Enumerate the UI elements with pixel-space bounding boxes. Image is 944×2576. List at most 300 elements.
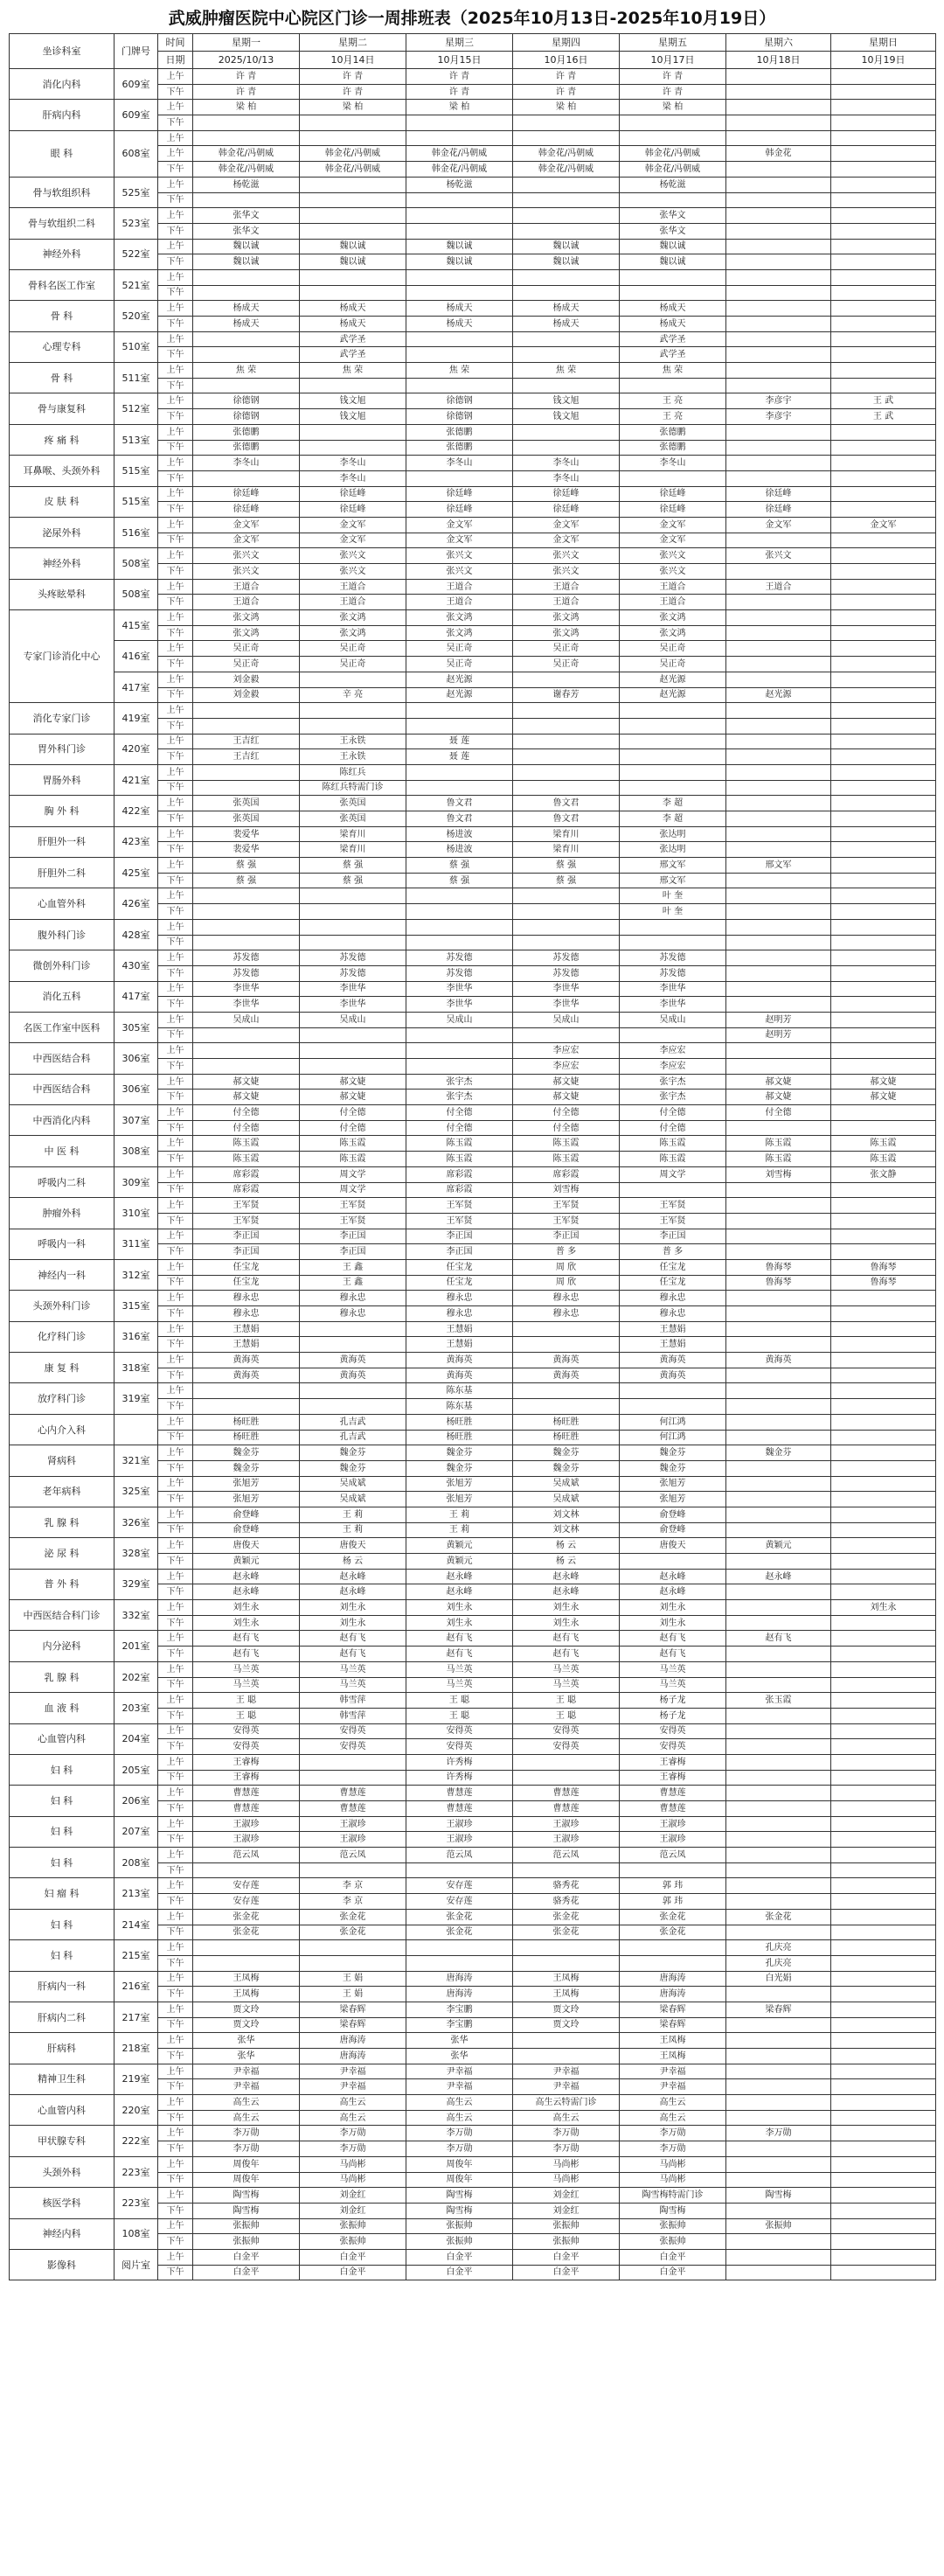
doctor-cell bbox=[726, 1522, 831, 1538]
department-cell: 肝病科 bbox=[10, 2033, 115, 2064]
doctor-cell bbox=[300, 1955, 406, 1971]
doctor-cell: 陈玉霞 bbox=[620, 1152, 726, 1167]
doctor-cell: 杨旺胜 bbox=[513, 1430, 620, 1445]
doctor-cell: 唐俊天 bbox=[620, 1538, 726, 1554]
doctor-cell: 王军贤 bbox=[300, 1198, 406, 1214]
doctor-cell: 王慧娟 bbox=[406, 1337, 513, 1353]
doctor-cell: 刘文林 bbox=[513, 1522, 620, 1538]
doctor-cell bbox=[620, 935, 726, 950]
doctor-cell: 蔡 强 bbox=[193, 858, 300, 874]
department-cell: 肝病内一科 bbox=[10, 1971, 115, 2002]
doctor-cell bbox=[831, 796, 936, 811]
doctor-cell bbox=[831, 1708, 936, 1723]
doctor-cell bbox=[831, 1816, 936, 1832]
department-cell: 心血管内科 bbox=[10, 2095, 115, 2126]
doctor-cell: 张振帅 bbox=[620, 2234, 726, 2250]
doctor-cell: 曹慧莲 bbox=[406, 1786, 513, 1801]
doctor-cell bbox=[831, 687, 936, 703]
table-row bbox=[10, 1321, 936, 1337]
doctor-cell: 王 聪 bbox=[193, 1693, 300, 1709]
time-cell: 上午 bbox=[158, 1569, 193, 1584]
doctor-cell bbox=[831, 1693, 936, 1709]
doctor-cell: 梁育川 bbox=[300, 826, 406, 842]
doctor-cell bbox=[831, 1754, 936, 1770]
time-cell: 上午 bbox=[158, 1723, 193, 1739]
doctor-cell: 张华文 bbox=[193, 208, 300, 224]
doctor-cell: 王凤梅 bbox=[193, 1971, 300, 1987]
time-cell: 上午 bbox=[158, 734, 193, 749]
department-cell: 胃肠外科 bbox=[10, 764, 115, 795]
room-cell: 511室 bbox=[115, 363, 158, 393]
page-title: 武威肿瘤医院中心院区门诊一周排班表（2025年10月13日-2025年10月19日） bbox=[168, 8, 776, 28]
department-cell: 中西医结合科门诊 bbox=[10, 1600, 115, 1631]
doctor-cell bbox=[726, 239, 831, 254]
doctor-cell bbox=[726, 2203, 831, 2218]
doctor-cell: 张振帅 bbox=[406, 2234, 513, 2250]
department-cell: 中西医结合科 bbox=[10, 1074, 115, 1104]
doctor-cell bbox=[406, 192, 513, 208]
doctor-cell bbox=[726, 904, 831, 920]
doctor-cell bbox=[513, 115, 620, 131]
doctor-cell bbox=[831, 2033, 936, 2049]
doctor-cell: 尹幸福 bbox=[300, 2079, 406, 2095]
header-weekday: 星期四 bbox=[513, 34, 620, 52]
doctor-cell bbox=[726, 1925, 831, 1940]
doctor-cell: 杨成天 bbox=[620, 317, 726, 332]
doctor-cell: 何江鸿 bbox=[620, 1414, 726, 1430]
doctor-cell: 张文鸿 bbox=[193, 625, 300, 641]
doctor-cell bbox=[831, 1584, 936, 1600]
doctor-cell: 刘金红 bbox=[513, 2188, 620, 2204]
doctor-cell: 孔庆亮 bbox=[726, 1955, 831, 1971]
doctor-cell bbox=[406, 780, 513, 796]
doctor-cell: 赵有飞 bbox=[620, 1647, 726, 1662]
doctor-cell: 杨成天 bbox=[513, 301, 620, 317]
department-cell: 神经外科 bbox=[10, 548, 115, 579]
doctor-cell bbox=[831, 625, 936, 641]
doctor-cell: 辛 亮 bbox=[300, 687, 406, 703]
doctor-cell: 魏以诚 bbox=[406, 254, 513, 270]
table-row bbox=[10, 208, 936, 224]
room-cell: 214室 bbox=[115, 1909, 158, 1939]
doctor-cell bbox=[193, 115, 300, 131]
doctor-cell: 徐廷峰 bbox=[620, 486, 726, 502]
doctor-cell: 张宇杰 bbox=[406, 1074, 513, 1090]
doctor-cell bbox=[513, 2033, 620, 2049]
doctor-cell bbox=[831, 1940, 936, 1956]
doctor-cell: 赵有飞 bbox=[300, 1647, 406, 1662]
doctor-cell bbox=[726, 2265, 831, 2280]
doctor-cell: 王慧娟 bbox=[406, 1321, 513, 1337]
doctor-cell: 唐海涛 bbox=[620, 1987, 726, 2002]
doctor-cell: 焦 荣 bbox=[513, 363, 620, 379]
doctor-cell bbox=[513, 1399, 620, 1415]
time-cell: 下午 bbox=[158, 657, 193, 672]
doctor-cell: 贾文玲 bbox=[513, 2017, 620, 2033]
doctor-cell bbox=[831, 579, 936, 595]
doctor-cell: 曹慧莲 bbox=[620, 1801, 726, 1817]
time-cell: 下午 bbox=[158, 502, 193, 518]
doctor-cell bbox=[831, 1955, 936, 1971]
doctor-cell: 刘生永 bbox=[300, 1600, 406, 1616]
doctor-cell: 普 多 bbox=[513, 1244, 620, 1260]
doctor-cell: 金文军 bbox=[513, 533, 620, 548]
time-cell: 下午 bbox=[158, 1584, 193, 1600]
doctor-cell bbox=[620, 749, 726, 765]
time-cell: 上午 bbox=[158, 486, 193, 502]
time-cell: 上午 bbox=[158, 1940, 193, 1956]
doctor-cell: 徐德钢 bbox=[406, 393, 513, 409]
doctor-cell: 周 欣 bbox=[513, 1259, 620, 1275]
doctor-cell bbox=[831, 1832, 936, 1848]
doctor-cell: 金文军 bbox=[193, 517, 300, 533]
doctor-cell: 金文军 bbox=[831, 517, 936, 533]
doctor-cell: 许 青 bbox=[300, 69, 406, 85]
doctor-cell: 韩金花 bbox=[726, 146, 831, 162]
doctor-cell: 骆秀花 bbox=[513, 1894, 620, 1910]
header-date: 10月19日 bbox=[831, 52, 936, 69]
room-cell: 525室 bbox=[115, 177, 158, 207]
doctor-cell: 周 欣 bbox=[513, 1275, 620, 1291]
doctor-cell bbox=[726, 1786, 831, 1801]
doctor-cell: 杨子龙 bbox=[620, 1708, 726, 1723]
table-row bbox=[10, 1909, 936, 1925]
table-row bbox=[10, 1476, 936, 1492]
doctor-cell bbox=[513, 904, 620, 920]
doctor-cell bbox=[300, 1399, 406, 1415]
table-row bbox=[10, 1600, 936, 1616]
room-cell: 216室 bbox=[115, 1971, 158, 2002]
doctor-cell: 张兴文 bbox=[513, 564, 620, 580]
doctor-cell: 曹慧莲 bbox=[193, 1786, 300, 1801]
doctor-cell: 金文军 bbox=[300, 533, 406, 548]
doctor-cell bbox=[726, 1816, 831, 1832]
doctor-cell: 焦 荣 bbox=[193, 363, 300, 379]
doctor-cell: 杨乾滋 bbox=[406, 177, 513, 192]
doctor-cell: 赵明芳 bbox=[726, 1027, 831, 1043]
doctor-cell bbox=[513, 223, 620, 239]
doctor-cell bbox=[300, 935, 406, 950]
room-cell: 609室 bbox=[115, 69, 158, 100]
doctor-cell: 唐海涛 bbox=[300, 2033, 406, 2049]
doctor-cell bbox=[831, 657, 936, 672]
doctor-cell: 马兰英 bbox=[300, 1677, 406, 1693]
doctor-cell: 梁春辉 bbox=[300, 2017, 406, 2033]
table-row bbox=[10, 1786, 936, 1801]
doctor-cell: 安得英 bbox=[513, 1739, 620, 1755]
doctor-cell bbox=[831, 1925, 936, 1940]
doctor-cell bbox=[406, 378, 513, 393]
doctor-cell: 王慧娟 bbox=[620, 1321, 726, 1337]
doctor-cell bbox=[831, 734, 936, 749]
header-weekday: 星期六 bbox=[726, 34, 831, 52]
doctor-cell: 郝文婕 bbox=[831, 1090, 936, 1105]
doctor-cell: 吴成斌 bbox=[513, 1492, 620, 1507]
header-weekday: 星期三 bbox=[406, 34, 513, 52]
room-cell: 417室 bbox=[115, 672, 158, 702]
time-cell: 下午 bbox=[158, 904, 193, 920]
table-row bbox=[10, 919, 936, 935]
doctor-cell bbox=[831, 1615, 936, 1631]
doctor-cell bbox=[726, 641, 831, 657]
doctor-cell: 周俊年 bbox=[193, 2172, 300, 2188]
doctor-cell bbox=[726, 2017, 831, 2033]
doctor-cell: 魏以诚 bbox=[193, 254, 300, 270]
doctor-cell bbox=[620, 269, 726, 285]
doctor-cell: 张华文 bbox=[193, 223, 300, 239]
doctor-cell: 李世华 bbox=[620, 981, 726, 997]
room-cell: 608室 bbox=[115, 130, 158, 177]
doctor-cell: 蔡 强 bbox=[513, 873, 620, 888]
doctor-cell: 王军贤 bbox=[513, 1198, 620, 1214]
doctor-cell bbox=[831, 2110, 936, 2126]
doctor-cell: 赵有飞 bbox=[193, 1647, 300, 1662]
doctor-cell bbox=[620, 1554, 726, 1570]
doctor-cell: 赵有飞 bbox=[406, 1647, 513, 1662]
table-row bbox=[10, 1105, 936, 1121]
table-row bbox=[10, 1166, 936, 1182]
doctor-cell: 许 青 bbox=[513, 69, 620, 85]
doctor-cell: 魏以诚 bbox=[513, 254, 620, 270]
doctor-cell: 张兴文 bbox=[406, 548, 513, 564]
doctor-cell: 徐廷峰 bbox=[620, 502, 726, 518]
doctor-cell bbox=[193, 1862, 300, 1878]
time-cell: 上午 bbox=[158, 1229, 193, 1244]
doctor-cell: 马尚彬 bbox=[513, 2156, 620, 2172]
doctor-cell: 安得英 bbox=[406, 1723, 513, 1739]
table-row bbox=[10, 1291, 936, 1306]
doctor-cell bbox=[726, 1677, 831, 1693]
doctor-cell: 钱文旭 bbox=[513, 409, 620, 425]
doctor-cell bbox=[300, 672, 406, 687]
doctor-cell: 张华文 bbox=[620, 208, 726, 224]
header-weekday: 星期二 bbox=[300, 34, 406, 52]
doctor-cell: 李世华 bbox=[513, 997, 620, 1013]
doctor-cell: 贾文玲 bbox=[193, 2002, 300, 2017]
doctor-cell bbox=[513, 440, 620, 456]
doctor-cell bbox=[831, 1492, 936, 1507]
doctor-cell: 张兴文 bbox=[300, 548, 406, 564]
doctor-cell: 张振帅 bbox=[513, 2234, 620, 2250]
table-row bbox=[10, 301, 936, 317]
doctor-cell: 徐德钢 bbox=[193, 393, 300, 409]
doctor-cell bbox=[726, 2141, 831, 2157]
doctor-cell: 王道合 bbox=[300, 595, 406, 610]
doctor-cell bbox=[406, 1043, 513, 1059]
doctor-cell: 徐廷峰 bbox=[513, 486, 620, 502]
doctor-cell: 韩金花/冯朝威 bbox=[620, 162, 726, 178]
doctor-cell bbox=[831, 1909, 936, 1925]
doctor-cell bbox=[193, 919, 300, 935]
doctor-cell: 黄海英 bbox=[620, 1368, 726, 1383]
doctor-cell: 郭 玮 bbox=[620, 1878, 726, 1894]
doctor-cell bbox=[726, 1321, 831, 1337]
doctor-cell: 贾文玲 bbox=[513, 2002, 620, 2017]
doctor-cell bbox=[831, 1213, 936, 1229]
doctor-cell: 许 青 bbox=[513, 84, 620, 100]
doctor-cell: 马兰英 bbox=[620, 1661, 726, 1677]
table-row bbox=[10, 1414, 936, 1430]
department-cell: 骨与康复科 bbox=[10, 393, 115, 424]
doctor-cell bbox=[513, 424, 620, 440]
doctor-cell: 安存莲 bbox=[406, 1878, 513, 1894]
doctor-cell: 吴成山 bbox=[406, 1012, 513, 1027]
doctor-cell: 梁春辉 bbox=[620, 2002, 726, 2017]
doctor-cell bbox=[300, 177, 406, 192]
doctor-cell: 何江鸿 bbox=[620, 1430, 726, 1445]
department-cell: 胸 外 科 bbox=[10, 796, 115, 826]
time-cell: 下午 bbox=[158, 115, 193, 131]
doctor-cell: 王军贤 bbox=[406, 1213, 513, 1229]
doctor-cell bbox=[300, 919, 406, 935]
doctor-cell: 穆永忠 bbox=[300, 1291, 406, 1306]
doctor-cell: 王道合 bbox=[513, 579, 620, 595]
doctor-cell bbox=[406, 269, 513, 285]
time-cell: 上午 bbox=[158, 69, 193, 85]
doctor-cell: 付全德 bbox=[726, 1105, 831, 1121]
doctor-cell: 安得英 bbox=[300, 1739, 406, 1755]
doctor-cell bbox=[620, 192, 726, 208]
room-cell: 508室 bbox=[115, 579, 158, 609]
table-row bbox=[10, 1816, 936, 1832]
doctor-cell: 金文军 bbox=[620, 533, 726, 548]
doctor-cell bbox=[193, 1027, 300, 1043]
doctor-cell: 赵光源 bbox=[620, 672, 726, 687]
doctor-cell bbox=[726, 285, 831, 301]
doctor-cell bbox=[300, 1027, 406, 1043]
doctor-cell: 梁 柏 bbox=[193, 100, 300, 115]
time-cell: 上午 bbox=[158, 1074, 193, 1090]
doctor-cell: 安得英 bbox=[300, 1723, 406, 1739]
doctor-cell: 赵永峰 bbox=[406, 1569, 513, 1584]
doctor-cell: 韩雪萍 bbox=[300, 1708, 406, 1723]
doctor-cell: 王军贤 bbox=[193, 1198, 300, 1214]
doctor-cell: 赵有飞 bbox=[513, 1647, 620, 1662]
doctor-cell: 唐海涛 bbox=[620, 1971, 726, 1987]
doctor-cell: 李冬山 bbox=[513, 456, 620, 471]
doctor-cell: 叶 奎 bbox=[620, 904, 726, 920]
doctor-cell bbox=[831, 146, 936, 162]
doctor-cell: 王 娟 bbox=[300, 1987, 406, 2002]
doctor-cell bbox=[831, 2156, 936, 2172]
department-cell: 专家门诊消化中心 bbox=[10, 610, 115, 703]
doctor-cell: 黄颖元 bbox=[406, 1538, 513, 1554]
room-cell: 417室 bbox=[115, 981, 158, 1012]
doctor-cell bbox=[726, 1492, 831, 1507]
doctor-cell: 张兴文 bbox=[513, 548, 620, 564]
doctor-cell: 刘雪梅 bbox=[726, 1166, 831, 1182]
doctor-cell: 王淑珍 bbox=[406, 1816, 513, 1832]
doctor-cell: 白金平 bbox=[406, 2249, 513, 2265]
doctor-cell bbox=[300, 1321, 406, 1337]
doctor-cell bbox=[831, 1182, 936, 1198]
doctor-cell bbox=[726, 780, 831, 796]
room-cell: 422室 bbox=[115, 796, 158, 826]
doctor-cell: 郝文婕 bbox=[513, 1074, 620, 1090]
department-cell: 头疼眩晕科 bbox=[10, 579, 115, 609]
doctor-cell bbox=[193, 935, 300, 950]
time-cell: 上午 bbox=[158, 2126, 193, 2141]
doctor-cell: 赵永峰 bbox=[406, 1584, 513, 1600]
doctor-cell: 陈玉霞 bbox=[300, 1136, 406, 1152]
room-cell: 204室 bbox=[115, 1723, 158, 1754]
doctor-cell bbox=[726, 1306, 831, 1322]
doctor-cell bbox=[726, 826, 831, 842]
doctor-cell: 高生云 bbox=[620, 2110, 726, 2126]
doctor-cell: 王 聪 bbox=[406, 1708, 513, 1723]
doctor-cell bbox=[726, 1600, 831, 1616]
doctor-cell bbox=[726, 254, 831, 270]
doctor-cell bbox=[726, 347, 831, 363]
doctor-cell: 范云凤 bbox=[300, 1848, 406, 1863]
doctor-cell: 杨成天 bbox=[513, 317, 620, 332]
doctor-cell bbox=[831, 2049, 936, 2064]
doctor-cell bbox=[513, 1383, 620, 1399]
doctor-cell: 李正国 bbox=[406, 1229, 513, 1244]
room-cell: 420室 bbox=[115, 734, 158, 764]
doctor-cell: 张英国 bbox=[300, 811, 406, 827]
doctor-cell: 李正国 bbox=[300, 1244, 406, 1260]
doctor-cell: 张德鹏 bbox=[406, 440, 513, 456]
doctor-cell bbox=[193, 347, 300, 363]
doctor-cell: 安得英 bbox=[620, 1723, 726, 1739]
doctor-cell bbox=[831, 1383, 936, 1399]
doctor-cell: 高生云 bbox=[406, 2095, 513, 2111]
room-cell: 312室 bbox=[115, 1259, 158, 1290]
table-row bbox=[10, 1631, 936, 1647]
room-cell: 315室 bbox=[115, 1291, 158, 1321]
doctor-cell: 李彦宇 bbox=[726, 393, 831, 409]
doctor-cell: 吴成山 bbox=[300, 1012, 406, 1027]
time-cell: 上午 bbox=[158, 1600, 193, 1616]
room-cell: 430室 bbox=[115, 950, 158, 981]
doctor-cell: 王睿梅 bbox=[620, 1770, 726, 1786]
doctor-cell: 王 鑫 bbox=[300, 1275, 406, 1291]
doctor-cell bbox=[831, 826, 936, 842]
doctor-cell bbox=[726, 842, 831, 858]
doctor-cell: 刘生永 bbox=[513, 1600, 620, 1616]
department-cell: 中西消化内科 bbox=[10, 1105, 115, 1136]
doctor-cell bbox=[831, 1445, 936, 1461]
doctor-cell: 李冬山 bbox=[513, 470, 620, 486]
doctor-cell: 俞登峰 bbox=[620, 1522, 726, 1538]
doctor-cell bbox=[726, 734, 831, 749]
doctor-cell: 邢文军 bbox=[726, 858, 831, 874]
doctor-cell bbox=[726, 610, 831, 626]
time-cell: 下午 bbox=[158, 2265, 193, 2280]
doctor-cell: 魏以诚 bbox=[406, 239, 513, 254]
time-cell: 上午 bbox=[158, 1166, 193, 1182]
schedule-table bbox=[9, 33, 936, 2280]
doctor-cell bbox=[406, 904, 513, 920]
doctor-cell: 张德鹏 bbox=[406, 424, 513, 440]
doctor-cell bbox=[513, 177, 620, 192]
time-cell: 下午 bbox=[158, 687, 193, 703]
doctor-cell bbox=[726, 1723, 831, 1739]
time-cell: 下午 bbox=[158, 1059, 193, 1075]
doctor-cell: 李应宏 bbox=[620, 1059, 726, 1075]
doctor-cell: 王 莉 bbox=[406, 1507, 513, 1522]
doctor-cell: 王永铁 bbox=[300, 749, 406, 765]
doctor-cell: 杨成天 bbox=[620, 301, 726, 317]
table-row bbox=[10, 579, 936, 595]
doctor-cell bbox=[831, 1291, 936, 1306]
doctor-cell bbox=[831, 935, 936, 950]
doctor-cell: 王军贤 bbox=[620, 1213, 726, 1229]
doctor-cell: 穆永忠 bbox=[193, 1291, 300, 1306]
header-weekday: 星期一 bbox=[193, 34, 300, 52]
doctor-cell bbox=[726, 100, 831, 115]
